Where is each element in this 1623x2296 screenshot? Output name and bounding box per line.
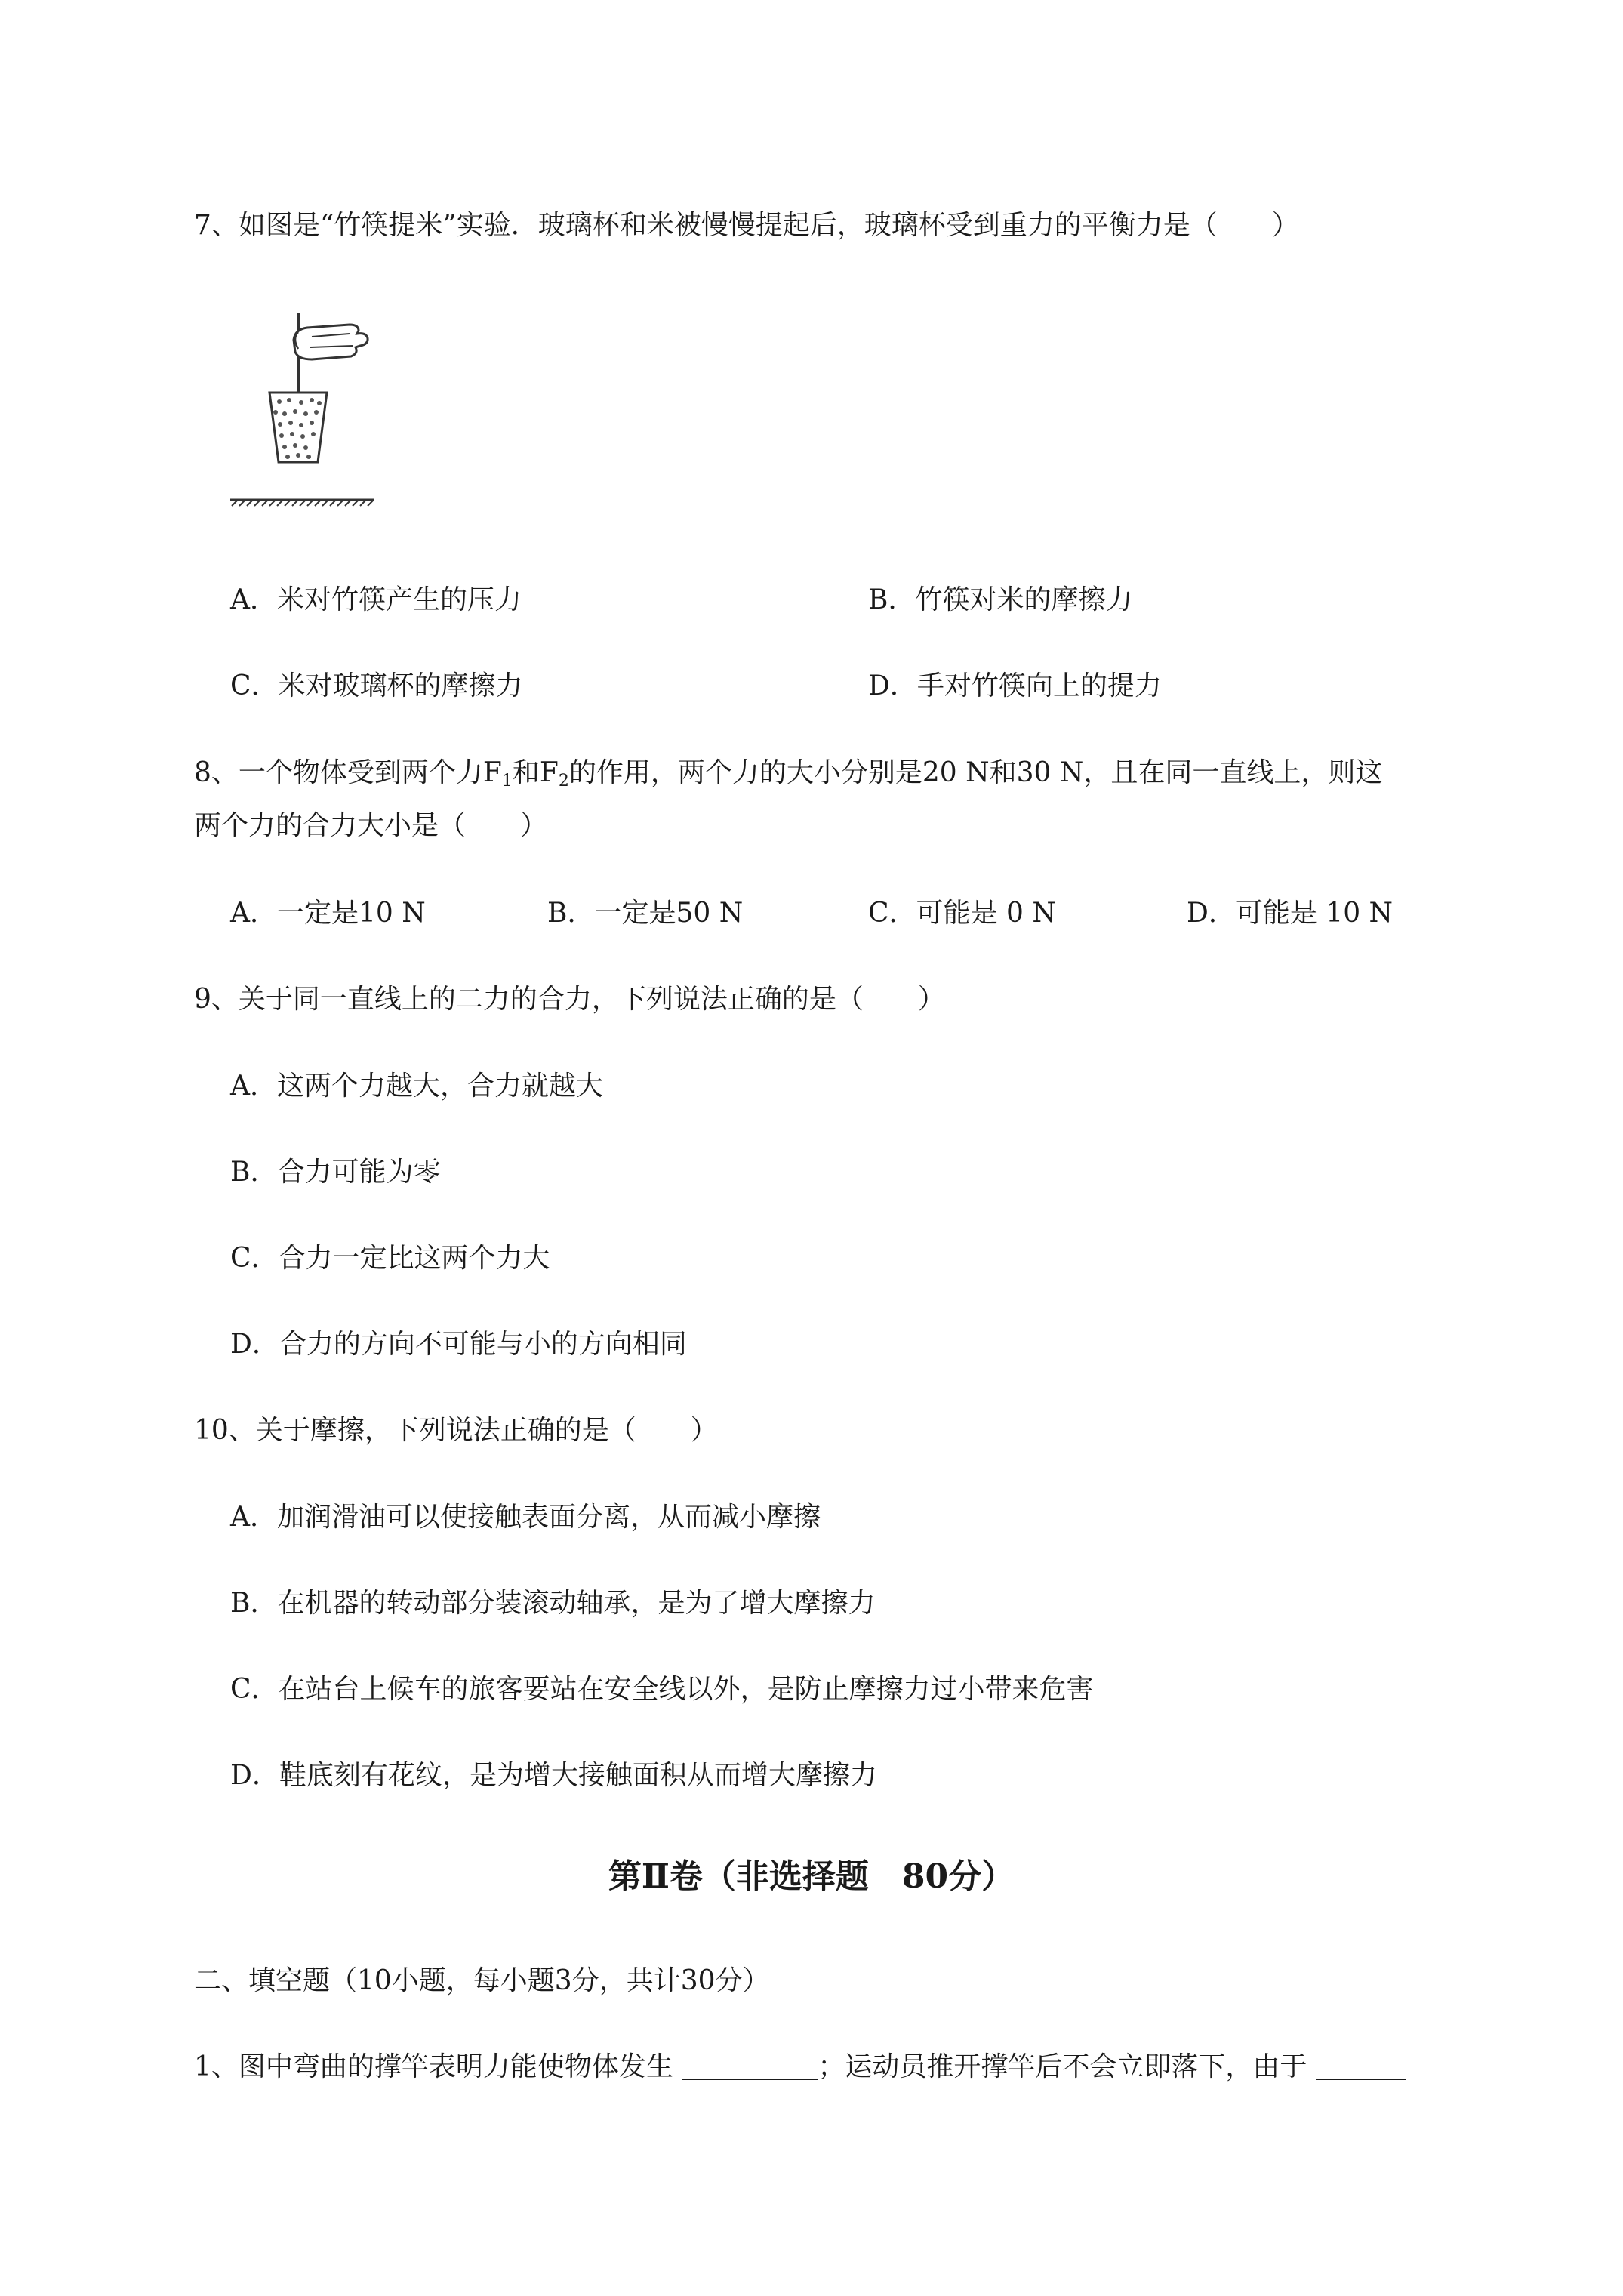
q8-option-a: A．一定是10 N	[230, 898, 426, 929]
q10-option-d: D．鞋底刻有花纹，是为增大接触面积从而增大摩擦力	[230, 1760, 877, 1791]
fill1-blank-2[interactable]	[1316, 2051, 1406, 2080]
q7-option-a: A．米对竹筷产生的压力	[230, 584, 522, 615]
q9-option-b: B．合力可能为零	[230, 1157, 441, 1188]
fill-question-1	[194, 2051, 1406, 2084]
q7-option-c: C．米对玻璃杯的摩擦力	[230, 670, 523, 701]
q8-option-d: D．可能是 10 N	[1187, 898, 1394, 929]
section-2-title: 第Ⅱ卷（非选择题 80分）	[608, 1857, 1015, 1896]
q9-option-c: C．合力一定比这两个力大	[230, 1243, 550, 1274]
question-8-stem-line2: 两个力的合力大小是（ ）	[194, 810, 548, 841]
q8-stem-part1: 8、一个物体受到两个力F	[194, 757, 502, 788]
q9-option-d: D．合力的方向不可能与小的方向相同	[230, 1329, 687, 1360]
question-7-stem: 7、如图是“竹筷提米”实验．玻璃杯和米被慢慢提起后，玻璃杯受到重力的平衡力是（ ）	[194, 210, 1299, 241]
q8-option-b: B．一定是50 N	[547, 898, 744, 929]
q10-option-c: C．在站台上候车的旅客要站在安全线以外，是防止摩擦力过小带来危害	[230, 1674, 1094, 1705]
question-9-stem: 9、关于同一直线上的二力的合力，下列说法正确的是（ ）	[194, 984, 945, 1015]
q8-option-c: C．可能是 0 N	[868, 898, 1056, 929]
q9-option-a: A．这两个力越大，合力就越大	[230, 1071, 603, 1102]
fill1-part1: 1、图中弯曲的撑竿表明力能使物体发生	[194, 2051, 682, 2082]
fill1-part2: ；运动员推开撑竿后不会立即落下，由于	[818, 2051, 1316, 2082]
q7-option-d: D．手对竹筷向上的提力	[868, 670, 1162, 701]
section-2-subtitle: 二、填空题（10小题，每小题3分，共计30分）	[194, 1965, 770, 1996]
question-10-stem: 10、关于摩擦，下列说法正确的是（ ）	[194, 1415, 718, 1446]
q8-stem-part3: 的作用，两个力的大小分别是20 N和30 N，且在同一直线上，则这	[568, 757, 1383, 788]
q10-option-b: B．在机器的转动部分装滚动轴承，是为了增大摩擦力	[230, 1588, 876, 1619]
q7-option-b: B．竹筷对米的摩擦力	[868, 584, 1133, 615]
q8-stem-part2: 和F	[512, 757, 559, 788]
chopstick-rice-cup-figure-icon	[223, 302, 396, 513]
q8-sub1: 1	[501, 772, 513, 791]
fill1-blank-1[interactable]	[682, 2051, 818, 2080]
q8-sub2: 2	[558, 772, 569, 791]
question-8-stem	[194, 757, 1382, 790]
q10-option-a: A．加润滑油可以使接触表面分离，从而减小摩擦	[230, 1502, 821, 1533]
